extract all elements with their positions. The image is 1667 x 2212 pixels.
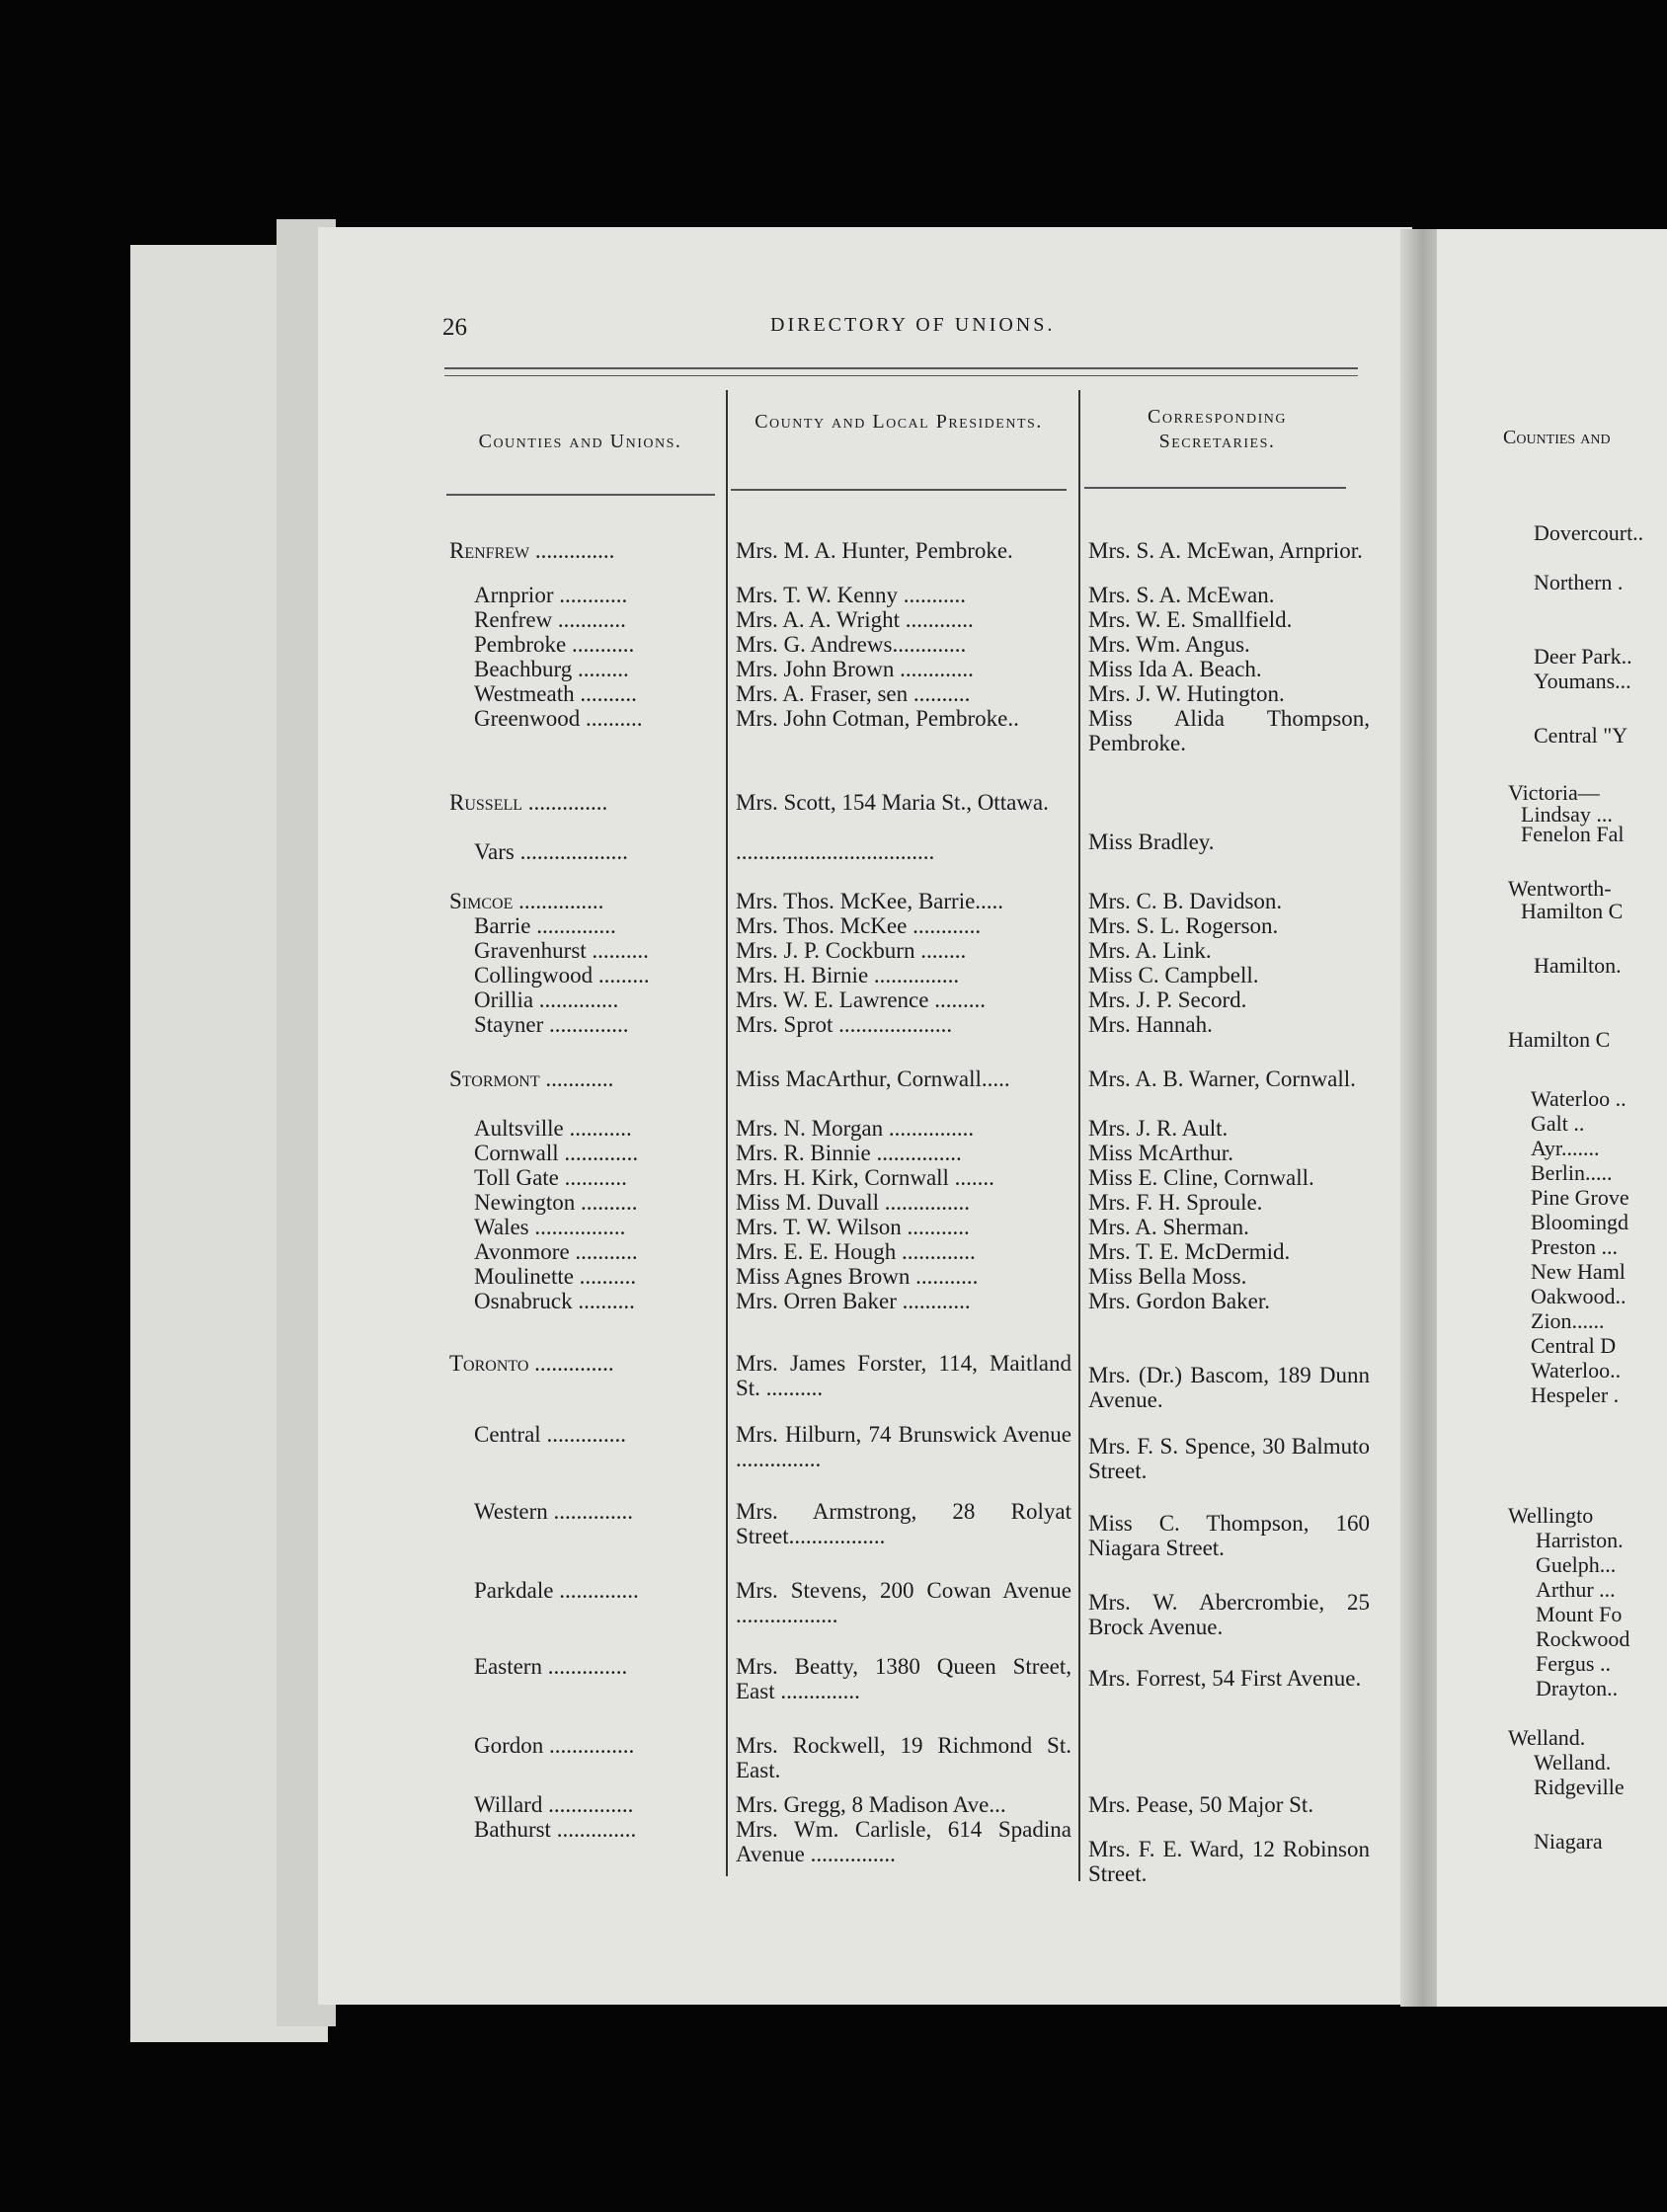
president: Mrs. H. Birnie ............... xyxy=(736,963,960,988)
right-page-item: Central "Y xyxy=(1534,723,1628,748)
union-name: Vars ................... xyxy=(474,839,628,864)
union-name: Renfrew ............ xyxy=(474,607,626,632)
header-rule-2 xyxy=(731,489,1067,491)
secretary: Mrs. J. R. Ault. xyxy=(1088,1116,1229,1141)
right-page-item: Welland. xyxy=(1534,1750,1612,1775)
secretary: Mrs. F. H. Sproule. xyxy=(1088,1190,1263,1215)
union-name: Simcoe ............... xyxy=(449,889,604,913)
president: Mrs. M. A. Hunter, Pembroke. xyxy=(736,538,1013,563)
union-name: Cornwall ............. xyxy=(474,1141,639,1165)
president: Mrs. James Forster, 114, Maitland St. .......... xyxy=(736,1351,1072,1400)
secretary: Mrs. A. Link. xyxy=(1088,938,1212,963)
union-name: Willard ............... xyxy=(474,1792,634,1817)
president: Mrs. Thos. McKee, Barrie..... xyxy=(736,889,1004,913)
president: Mrs. T. W. Kenny ........... xyxy=(736,583,966,607)
secretary: Miss Bradley. xyxy=(1088,830,1215,854)
right-page-item: Hespeler . xyxy=(1531,1382,1620,1407)
president: Mrs. R. Binnie ............... xyxy=(736,1141,962,1165)
secretary: Miss C. Campbell. xyxy=(1088,963,1259,988)
header-rule-1 xyxy=(446,494,715,496)
top-rule-2 xyxy=(444,375,1358,376)
president: Miss Agnes Brown ........... xyxy=(736,1264,979,1289)
right-page-item: Waterloo .. xyxy=(1531,1086,1627,1111)
right-page-item: Welland. xyxy=(1508,1725,1586,1750)
union-name: Gordon ............... xyxy=(474,1733,635,1758)
col2-header: County and Local Presidents. xyxy=(754,411,1043,433)
union-name: Russell .............. xyxy=(449,790,608,815)
union-name: Moulinette .......... xyxy=(474,1264,637,1289)
right-page-item: Ridgeville xyxy=(1534,1775,1625,1799)
president: Mrs. Hilburn, 74 Brunswick Avenue ............... xyxy=(736,1422,1072,1471)
union-name: Newington .......... xyxy=(474,1190,638,1215)
header-rule-3 xyxy=(1084,487,1346,489)
right-page-item: Dovercourt.. xyxy=(1534,520,1644,545)
right-page-item: Hamilton C xyxy=(1508,1027,1611,1052)
top-rule xyxy=(444,367,1358,369)
right-page-item: Central D xyxy=(1531,1333,1617,1358)
president: Mrs. Beatty, 1380 Queen Street, East .............. xyxy=(736,1654,1072,1703)
col3-header: Corresponding Secretaries. xyxy=(1148,406,1287,452)
right-page-item: Pine Grove xyxy=(1531,1185,1629,1210)
column-divider-2 xyxy=(1078,390,1080,1881)
union-name: Aultsville ........... xyxy=(474,1116,632,1141)
president: ................................... xyxy=(736,839,935,864)
union-name: Westmeath .......... xyxy=(474,681,637,706)
union-name: Greenwood .......... xyxy=(474,706,643,731)
secretary: Mrs. J. W. Hutington. xyxy=(1088,681,1285,706)
right-page-item: Guelph... xyxy=(1536,1552,1617,1577)
right-page-header: Counties and xyxy=(1503,427,1611,448)
president: Mrs. J. P. Cockburn ........ xyxy=(736,938,967,963)
union-name: Toronto .............. xyxy=(449,1351,614,1376)
union-name: Pembroke ........... xyxy=(474,632,635,657)
right-page-item: Hamilton C xyxy=(1521,899,1624,923)
right-page-item: Preston ... xyxy=(1531,1234,1618,1259)
president: Mrs. Stevens, 200 Cowan Avenue .................. xyxy=(736,1578,1072,1627)
right-page-item: Bloomingd xyxy=(1531,1210,1629,1234)
right-page-item: Harriston. xyxy=(1536,1528,1624,1552)
col1-header: Counties and Unions. xyxy=(478,431,682,452)
secretary: Mrs. W. Abercrombie, 25 Brock Avenue. xyxy=(1088,1590,1370,1639)
right-page-item: Lindsay ... xyxy=(1521,802,1613,827)
union-name: Stayner .............. xyxy=(474,1012,629,1037)
union-name: Stormont ............ xyxy=(449,1066,614,1091)
secretary: Mrs. S. A. McEwan. xyxy=(1088,583,1275,607)
union-name: Orillia .............. xyxy=(474,988,619,1012)
president: Mrs. Wm. Carlisle, 614 Spadina Avenue ............... xyxy=(736,1817,1072,1866)
right-page-item: Fergus .. xyxy=(1536,1651,1611,1676)
president: Mrs. Armstrong, 28 Rolyat Street................. xyxy=(736,1499,1072,1548)
right-page xyxy=(1437,229,1667,2007)
secretary: Miss Bella Moss. xyxy=(1088,1264,1247,1289)
running-head: DIRECTORY OF UNIONS. xyxy=(770,314,1056,336)
president: Mrs. Orren Baker ............ xyxy=(736,1289,971,1313)
president: Mrs. H. Kirk, Cornwall ....... xyxy=(736,1165,994,1190)
right-page-item: Niagara xyxy=(1534,1829,1603,1854)
union-name: Toll Gate ........... xyxy=(474,1165,627,1190)
secretary: Miss Alida Thompson, Pembroke. xyxy=(1088,706,1370,755)
secretary: Mrs. C. B. Davidson. xyxy=(1088,889,1283,913)
union-name: Barrie .............. xyxy=(474,913,616,938)
president: Mrs. N. Morgan ............... xyxy=(736,1116,975,1141)
right-page-item: Deer Park.. xyxy=(1534,644,1632,669)
secretary: Mrs. F. S. Spence, 30 Balmuto Street. xyxy=(1088,1434,1370,1483)
union-name: Bathurst .............. xyxy=(474,1817,637,1842)
secretary: Mrs. (Dr.) Bascom, 189 Dunn Avenue. xyxy=(1088,1363,1370,1412)
union-name: Gravenhurst .......... xyxy=(474,938,649,963)
president: Mrs. Sprot .................... xyxy=(736,1012,953,1037)
secretary: Miss E. Cline, Cornwall. xyxy=(1088,1165,1314,1190)
president: Mrs. Rockwell, 19 Richmond St. East. xyxy=(736,1733,1072,1782)
secretary: Mrs. Gordon Baker. xyxy=(1088,1289,1270,1313)
secretary: Miss C. Thompson, 160 Niagara Street. xyxy=(1088,1511,1370,1560)
president: Mrs. John Brown ............. xyxy=(736,657,974,681)
president: Mrs. Gregg, 8 Madison Ave... xyxy=(736,1792,1006,1817)
union-name: Parkdale .............. xyxy=(474,1578,639,1603)
right-page-item: Berlin..... xyxy=(1531,1160,1613,1185)
president: Miss MacArthur, Cornwall..... xyxy=(736,1066,1010,1091)
right-page-item: Rockwood xyxy=(1536,1626,1630,1651)
right-page-item: Ayr....... xyxy=(1531,1136,1600,1160)
right-page-item: Arthur ... xyxy=(1536,1577,1616,1602)
secretary: Mrs. T. E. McDermid. xyxy=(1088,1239,1291,1264)
president: Mrs. W. E. Lawrence ......... xyxy=(736,988,986,1012)
union-name: Western .............. xyxy=(474,1499,634,1524)
president: Mrs. E. E. Hough ............. xyxy=(736,1239,976,1264)
right-page-item: Zion...... xyxy=(1531,1308,1605,1333)
secretary: Mrs. W. E. Smallfield. xyxy=(1088,607,1293,632)
union-name: Osnabruck .......... xyxy=(474,1289,635,1313)
union-name: Arnprior ............ xyxy=(474,583,628,607)
right-page-item: Wellingto xyxy=(1508,1503,1594,1528)
union-name: Wales ................ xyxy=(474,1215,626,1239)
union-name: Eastern .............. xyxy=(474,1654,628,1679)
right-page-item: New Haml xyxy=(1531,1259,1626,1284)
right-page-item: Northern . xyxy=(1534,570,1624,594)
union-name: Collingwood ......... xyxy=(474,963,650,988)
column-divider-1 xyxy=(726,390,728,1876)
secretary: Mrs. J. P. Secord. xyxy=(1088,988,1247,1012)
right-page-item: Fenelon Fal xyxy=(1521,822,1625,846)
president: Mrs. G. Andrews............. xyxy=(736,632,967,657)
secretary: Mrs. S. L. Rogerson. xyxy=(1088,913,1279,938)
president: Mrs. John Cotman, Pembroke.. xyxy=(736,706,1019,731)
president: Mrs. Scott, 154 Maria St., Ottawa. xyxy=(736,790,1049,815)
right-page-item: Drayton.. xyxy=(1536,1676,1619,1700)
secretary: Mrs. F. E. Ward, 12 Robinson Street. xyxy=(1088,1837,1370,1886)
secretary: Mrs. S. A. McEwan, Arnprior. xyxy=(1088,538,1363,563)
secretary: Mrs. Forrest, 54 First Avenue. xyxy=(1088,1666,1362,1691)
right-page-item: Wentworth- xyxy=(1508,876,1612,901)
page-number: 26 xyxy=(442,314,467,341)
right-page-item: Waterloo.. xyxy=(1531,1358,1622,1382)
right-page-item: Mount Fo xyxy=(1536,1602,1623,1626)
secretary: Mrs. Pease, 50 Major St. xyxy=(1088,1792,1314,1817)
president: Mrs. A. A. Wright ............ xyxy=(736,607,974,632)
president: Mrs. Thos. McKee ............ xyxy=(736,913,982,938)
union-name: Renfrew .............. xyxy=(449,538,615,563)
president: Mrs. T. W. Wilson ........... xyxy=(736,1215,970,1239)
union-name: Central .............. xyxy=(474,1422,626,1447)
union-name: Avonmore ........... xyxy=(474,1239,638,1264)
secretary: Miss Ida A. Beach. xyxy=(1088,657,1262,681)
right-page-item: Hamilton. xyxy=(1534,953,1622,978)
secretary: Miss McArthur. xyxy=(1088,1141,1233,1165)
secretary: Mrs. A. B. Warner, Cornwall. xyxy=(1088,1066,1356,1091)
secretary: Mrs. Hannah. xyxy=(1088,1012,1213,1037)
right-page-item: Galt .. xyxy=(1531,1111,1585,1136)
union-name: Beachburg ......... xyxy=(474,657,629,681)
right-page-item: Victoria— xyxy=(1508,780,1600,805)
president: Miss M. Duvall ............... xyxy=(736,1190,971,1215)
president: Mrs. A. Fraser, sen .......... xyxy=(736,681,971,706)
secretary: Mrs. A. Sherman. xyxy=(1088,1215,1249,1239)
secretary: Mrs. Wm. Angus. xyxy=(1088,632,1250,657)
right-page-item: Oakwood.. xyxy=(1531,1284,1627,1308)
right-page-item: Youmans... xyxy=(1534,669,1631,693)
